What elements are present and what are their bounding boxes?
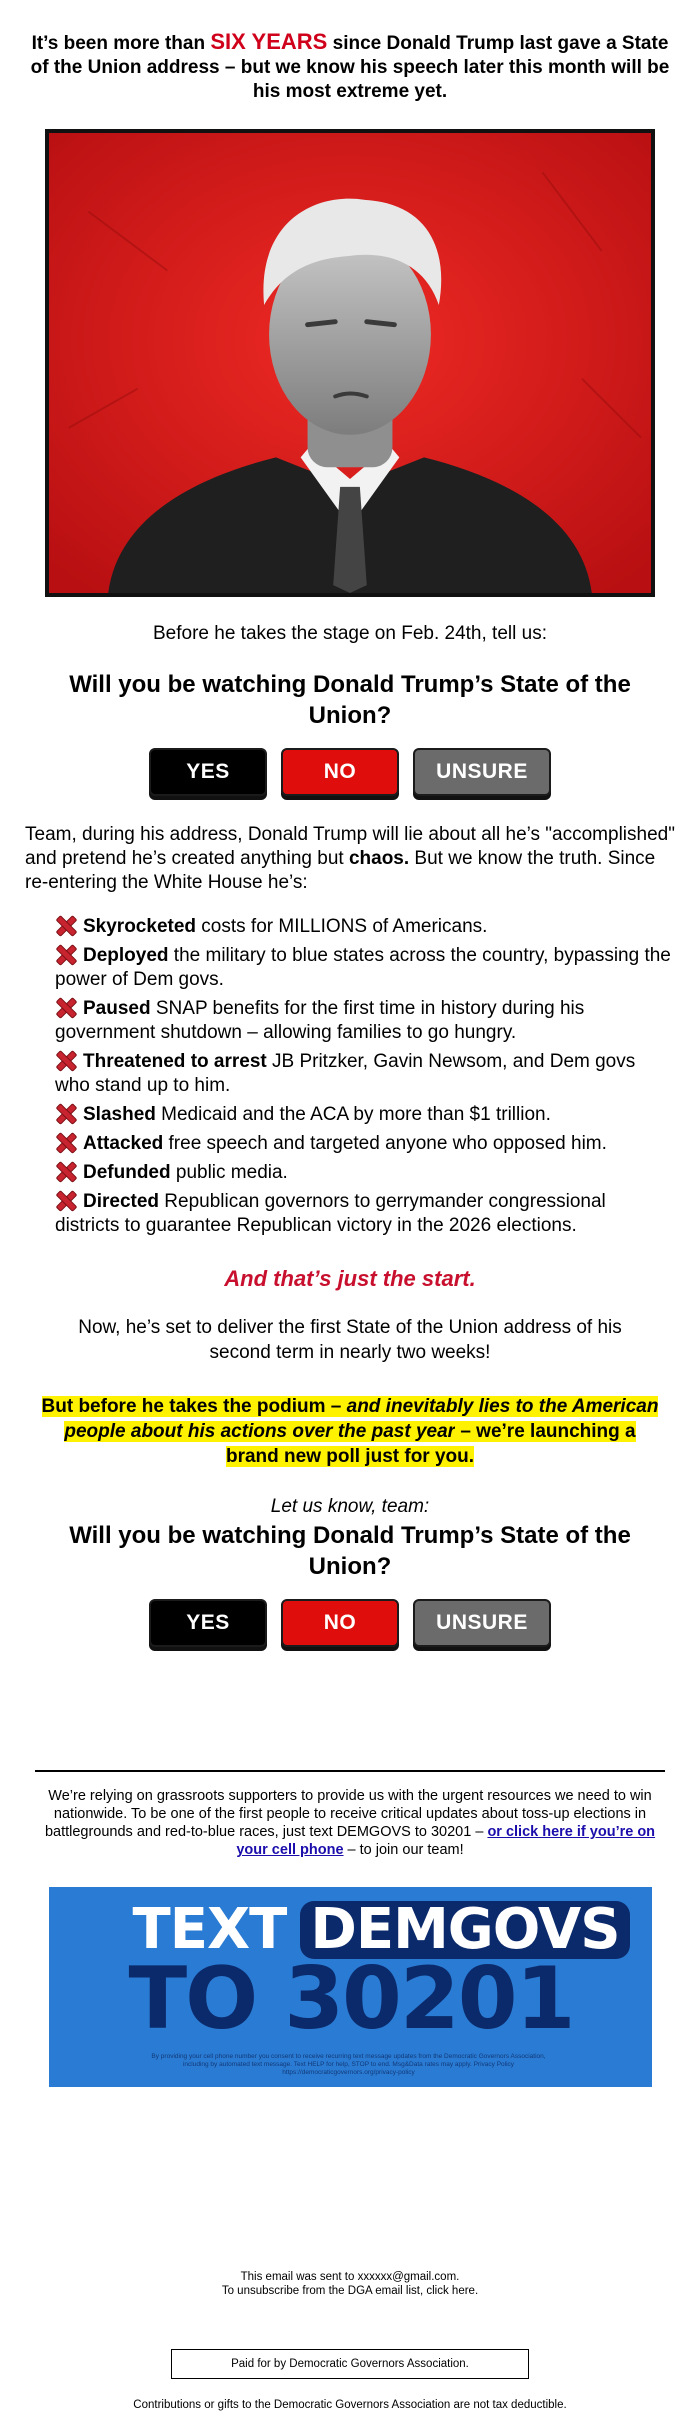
item-bold: Directed	[83, 1191, 160, 1212]
unsure-button[interactable]: UNSURE	[413, 1599, 551, 1647]
email-body	[0, 30, 700, 2411]
cross-mark-icon	[55, 1190, 75, 1210]
unsure-button[interactable]: UNSURE	[413, 748, 551, 796]
list-item	[55, 1050, 675, 1098]
list-item	[55, 1161, 675, 1185]
headline-emphasis: SIX YEARS	[210, 29, 328, 54]
item-bold: Defunded	[83, 1162, 171, 1183]
item-text: Republican governors to gerrymander congressional districts to guarantee Republican victory in the 2026 elections.	[55, 1191, 606, 1236]
item-bold: Attacked	[83, 1133, 164, 1154]
list-item	[55, 1190, 675, 1238]
list-item	[55, 1103, 675, 1127]
accusation-list	[55, 915, 675, 1238]
footer-text: We’re relying on grassroots supporters to provide us with the urgent resources we need to win nationwide. To be one of the first people to receive critical updates about toss-up elections in battlegrounds and red-to-blue races, just text DEMGOVS to 30201 –	[44, 1788, 652, 1840]
highlight-italic: and inevitably lies to the American people about his actions over the past year	[64, 1396, 659, 1442]
yes-button[interactable]: YES	[149, 1599, 267, 1647]
item-text: costs for MILLIONS of Americans.	[196, 916, 488, 937]
headline	[30, 30, 670, 104]
unsubscribe-link[interactable]: To unsubscribe from the DGA email list, click here.	[221, 2285, 479, 2297]
cross-mark-icon	[55, 997, 75, 1017]
paid-for-box: Paid for by Democratic Governors Association.	[171, 2349, 529, 2379]
item-text: Medicaid and the ACA by more than $1 trillion.	[155, 1104, 551, 1125]
trump-portrait-image	[49, 133, 651, 593]
highlight-text	[42, 1396, 659, 1467]
item-bold: Paused	[83, 998, 151, 1019]
banner-number: TO 30201	[128, 1949, 574, 2049]
headline-text-end: since Donald Trump last gave a State of the Union address – but we know his speech later this month will be his most extreme yet.	[30, 33, 670, 102]
intro-paragraph	[25, 823, 675, 895]
just-the-start-text: And that’s just the start.	[224, 1266, 476, 1291]
grassroots-paragraph	[35, 1787, 665, 1859]
contributions-disclaimer: Contributions or gifts to the Democratic Governors Association are not tax deductible.	[133, 2399, 567, 2411]
divider	[35, 1770, 665, 1772]
poll-buttons	[0, 748, 700, 796]
highlight-part2: – we’re launching a brand new poll just for you.	[225, 1421, 636, 1467]
banner-keyword: DEMGOVS	[300, 1901, 629, 1959]
poll-question: Will you be watching Donald Trump’s State of the Union?	[69, 671, 631, 729]
item-bold: Deployed	[83, 945, 169, 966]
intro-bold: chaos.	[348, 848, 410, 869]
list-item	[55, 944, 675, 992]
no-button[interactable]: NO	[281, 748, 399, 796]
banner-text-word: TEXT	[132, 1897, 287, 1962]
item-text: the military to blue states across the country, bypassing the power of Dem govs.	[55, 945, 671, 990]
yes-button[interactable]: YES	[149, 748, 267, 796]
item-bold: Skyrocketed	[83, 916, 197, 937]
let-us-know-text: Let us know, team:	[270, 1496, 430, 1517]
banner-fine-print: By providing your cell phone number you consent to receive recurring text message updates from the Democratic Governors Association, including by automated text message. Text HELP for help, STOP to end. Msg&Data rates may apply. Privacy Policy https://democraticgovernors.org/privacy-policy	[151, 2053, 546, 2076]
text-demgovs-banner[interactable]	[49, 1887, 652, 2087]
highlighted-callout	[40, 1394, 660, 1469]
poll-buttons-repeat	[0, 1599, 700, 1647]
list-item	[55, 997, 675, 1045]
item-text: SNAP benefits for the first time in history during his government shutdown – allowing families to go hungry.	[55, 998, 585, 1043]
item-text: public media.	[170, 1162, 288, 1183]
cross-mark-icon	[55, 915, 75, 935]
hero-image[interactable]	[45, 129, 655, 597]
now-set-text: Now, he’s set to deliver the first State of the Union address of his second term in nearly two weeks!	[78, 1317, 622, 1363]
footer-text-end: – to join our team!	[343, 1842, 464, 1858]
intro-text: Team, during his address, Donald Trump will lie about all he’s "accomplished" and pretend he’s created anything but	[25, 824, 675, 869]
pre-ask-text: Before he takes the stage on Feb. 24th, tell us:	[153, 623, 547, 644]
headline-text: It’s been more than	[31, 33, 211, 54]
cross-mark-icon	[55, 944, 75, 964]
item-text: JB Pritzker, Gavin Newsom, and Dem govs who stand up to him.	[55, 1051, 636, 1096]
no-button[interactable]: NO	[281, 1599, 399, 1647]
list-item	[55, 1132, 675, 1156]
sent-to-notice	[0, 2270, 700, 2298]
highlight-part1: But before he takes the podium –	[41, 1396, 347, 1417]
cross-mark-icon	[55, 1050, 75, 1070]
cell-phone-link[interactable]: or click here if you’re on your cell phone	[236, 1824, 656, 1858]
sent-to-text: This email was sent to xxxxxx@gmail.com.	[240, 2271, 460, 2283]
item-bold: Threatened to arrest	[83, 1051, 267, 1072]
intro-text-end: But we know the truth. Since re-entering the White House he’s:	[25, 848, 656, 893]
list-item	[55, 915, 675, 939]
item-text: free speech and targeted anyone who opposed him.	[163, 1133, 607, 1154]
cross-mark-icon	[55, 1161, 75, 1181]
cross-mark-icon	[55, 1103, 75, 1123]
cross-mark-icon	[55, 1132, 75, 1152]
poll-question-repeat: Will you be watching Donald Trump’s State of the Union?	[69, 1522, 631, 1580]
item-bold: Slashed	[83, 1104, 156, 1125]
